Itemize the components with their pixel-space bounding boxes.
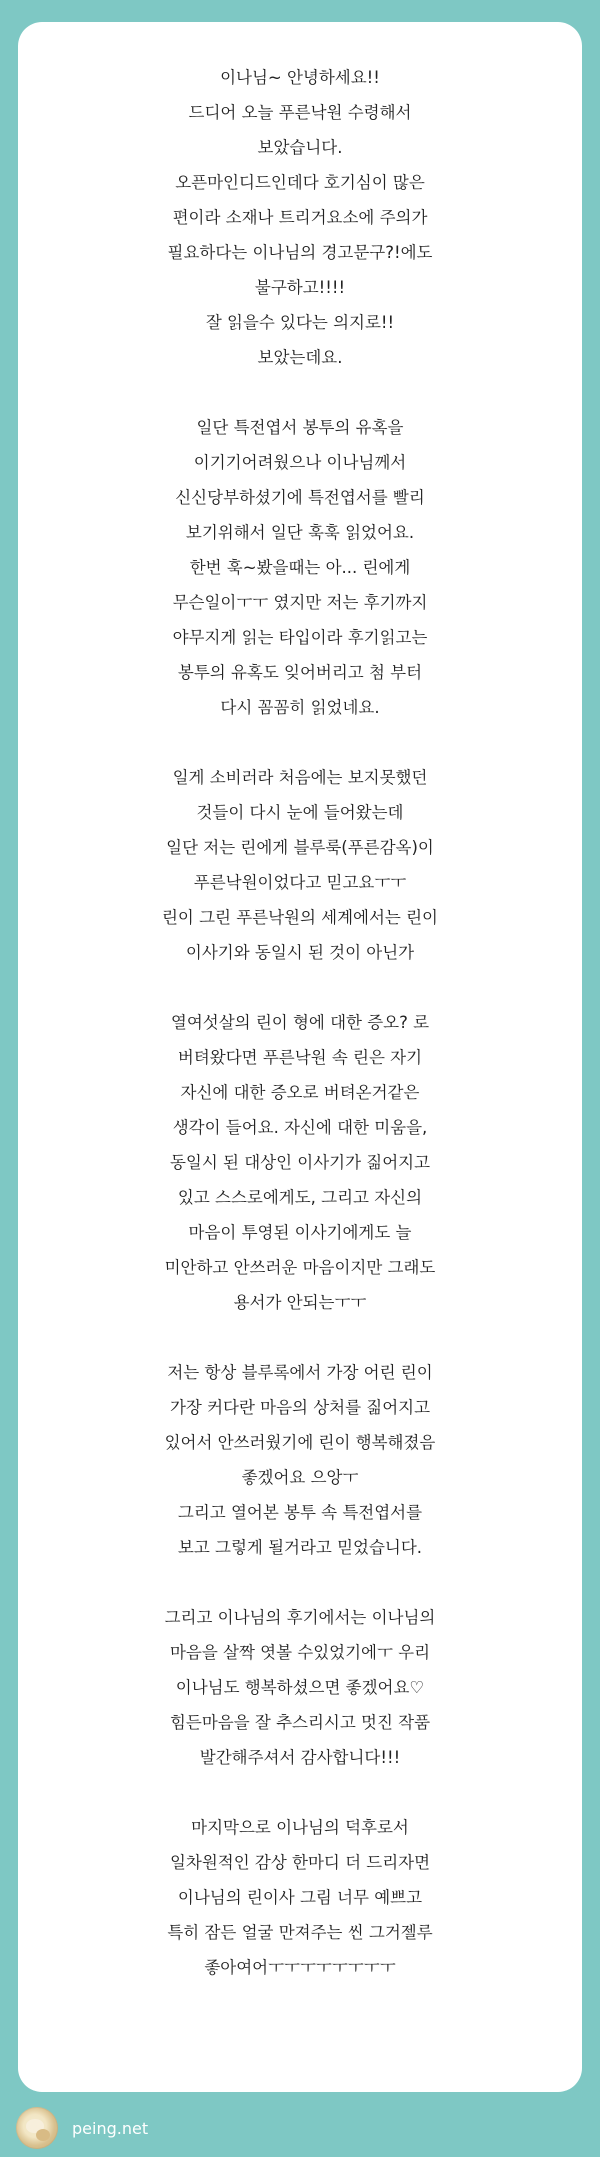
- message-line: 발간해주셔서 감사합니다!!!: [199, 1748, 401, 1767]
- message-line: 오픈마인디드인데다 호기심이 많은: [175, 173, 425, 192]
- message-line: 이나님~ 안녕하세요!!: [220, 68, 380, 87]
- message-line: 열여섯살의 린이 형에 대한 증오? 로: [170, 1013, 430, 1032]
- site-brand[interactable]: peing.net: [72, 2118, 149, 2138]
- message-line: 것들이 다시 눈에 들어왔는데: [196, 803, 404, 822]
- message-line: 용서가 안되는ㅜㅜ: [233, 1293, 367, 1312]
- message-line: 이나님의 린이사 그림 너무 예쁘고: [177, 1888, 423, 1907]
- message-line: 그리고 열어본 봉투 속 특전엽서를: [177, 1503, 423, 1522]
- message-line: 좋아여어ㅜㅜㅜㅜㅜㅜㅜㅜ: [204, 1958, 396, 1977]
- message-line: 있고 스스로에게도, 그리고 자신의: [177, 1188, 423, 1207]
- message-line: [18, 1320, 582, 1355]
- message-line: 다시 꼼꼼히 읽었네요.: [220, 698, 380, 717]
- message-line: 필요하다는 이나님의 경고문구?!에도: [167, 243, 433, 262]
- message-line: 힘든마음을 잘 추스리시고 멋진 작품: [169, 1713, 431, 1732]
- message-line: [18, 725, 582, 760]
- message-line: 이사기와 동일시 된 것이 아닌가: [185, 943, 415, 962]
- message-line: 보기위해서 일단 훅훅 읽었어요.: [185, 523, 415, 542]
- message-line: 일단 저는 린에게 블루룩(푸른감옥)이: [166, 838, 434, 857]
- footer: [16, 2107, 148, 2149]
- message-line: 일게 소비러라 처음에는 보지못했던: [172, 768, 428, 787]
- message-line: 드디어 오늘 푸른낙원 수령해서: [188, 103, 412, 122]
- message-line: 좋겠어요 으앙ㅜ: [241, 1468, 359, 1487]
- message-line: 생각이 들어요. 자신에 대한 미움을,: [172, 1118, 428, 1137]
- message-line: 있어서 안쓰러웠기에 린이 행복해졌음: [164, 1433, 436, 1452]
- message-line: 마지막으로 이나님의 덕후로서: [191, 1818, 409, 1837]
- message-line: [18, 1775, 582, 1810]
- message-line: 미안하고 안쓰러운 마음이지만 그래도: [164, 1258, 436, 1277]
- message-line: [18, 970, 582, 1005]
- message-line: 버텨왔다면 푸른낙원 속 린은 자기: [177, 1048, 423, 1067]
- message-line: 봉투의 유혹도 잊어버리고 첨 부터: [177, 663, 423, 682]
- message-line: 린이 그린 푸른낙원의 세계에서는 린이: [161, 908, 438, 927]
- message-line: 편이라 소재나 트리거요소에 주의가: [172, 208, 428, 227]
- message-line: 한번 훅~봤을때는 아... 린에게: [189, 558, 411, 577]
- message-line: 동일시 된 대상인 이사기가 짊어지고: [169, 1153, 431, 1172]
- message-card: [18, 22, 582, 2092]
- message-line: 불구하고!!!!: [254, 278, 346, 297]
- cookie-avatar-icon: [16, 2107, 58, 2149]
- message-line: 저는 항상 블루록에서 가장 어린 린이: [167, 1363, 433, 1382]
- message-line: 푸른낙원이었다고 믿고요ㅜㅜ: [193, 873, 407, 892]
- message-line: 특히 잠든 얼굴 만져주는 씬 그거젤루: [167, 1923, 433, 1942]
- message-line: 자신에 대한 증오로 버텨온거같은: [180, 1083, 420, 1102]
- message-line: 야무지게 읽는 타입이라 후기읽고는: [172, 628, 428, 647]
- message-line: 가장 커다란 마음의 상처를 짊어지고: [169, 1398, 431, 1417]
- message-line: 마음이 투영된 이사기에게도 늘: [188, 1223, 412, 1242]
- message-body: [18, 60, 582, 1985]
- message-line: 신신당부하셨기에 특전엽서를 빨리: [175, 488, 425, 507]
- message-line: 이나님도 행복하셨으면 좋겠어요♡: [175, 1678, 425, 1697]
- message-line: [18, 1565, 582, 1600]
- message-line: 무슨일이ㅜㅜ 였지만 저는 후기까지: [172, 593, 428, 612]
- message-line: 보고 그렇게 될거라고 믿었습니다.: [177, 1538, 423, 1557]
- message-line: 보았는데요.: [257, 348, 343, 367]
- message-line: [18, 375, 582, 410]
- message-line: 잘 읽을수 있다는 의지로!!: [205, 313, 395, 332]
- message-line: 이기기어려웠으나 이나님께서: [193, 453, 407, 472]
- message-line: 보았습니다.: [257, 138, 343, 157]
- message-line: 일단 특전엽서 봉투의 유혹을: [196, 418, 404, 437]
- message-line: 일차원적인 감상 한마디 더 드리자면: [169, 1853, 431, 1872]
- message-line: 그리고 이나님의 후기에서는 이나님의: [164, 1608, 436, 1627]
- message-line: 마음을 살짝 엿볼 수있었기에ㅜ 우리: [169, 1643, 431, 1662]
